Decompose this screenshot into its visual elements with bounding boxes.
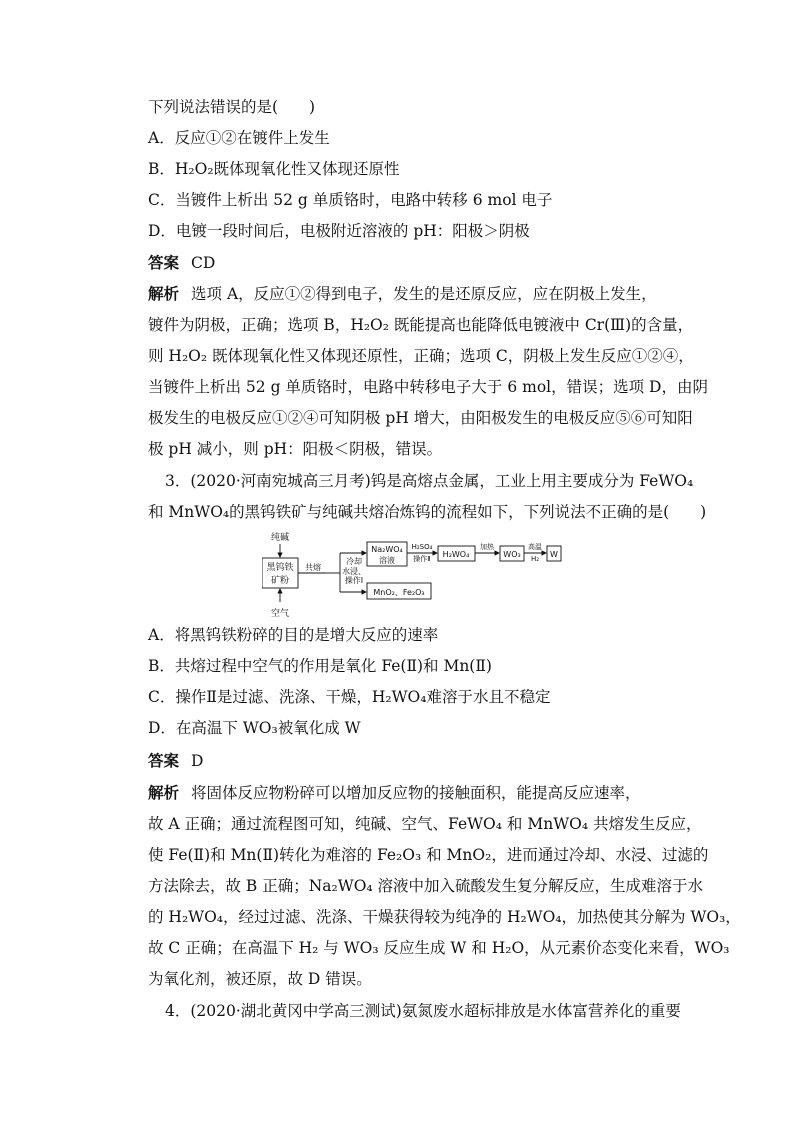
question-stem: 下列说法错误的是( ) <box>148 98 316 116</box>
flow-label-acid: H₂SO₄ <box>411 543 433 551</box>
analysis-text: 将固体反应物粉碎可以增加反应物的接触面积，能提高反应速率， <box>191 784 641 802</box>
answer-line <box>148 750 688 772</box>
flow-label-op1: 操作Ⅰ <box>344 576 364 585</box>
flow-label-op2: 操作Ⅱ <box>413 555 431 563</box>
analysis-label: 解析 <box>148 284 180 303</box>
option-a: A．将黑钨铁粉碎的目的是增大反应的速率 <box>148 626 439 644</box>
analysis-line: 方法除去，故 B 正确；Na₂WO₄ 溶液中加入硫酸发生复分解反应，生成难溶于水 <box>148 877 704 895</box>
flow-label-ore-1: 黑钨铁 <box>266 563 294 573</box>
answer-label: 答案 <box>148 751 180 770</box>
analysis-line: 极发生的电极反应①②④可知阴极 pH 增大，由阳极发生的电极反应⑤⑥可知阳 <box>148 409 693 427</box>
question-stem: 和 MnWO₄的黑钨铁矿与纯碱共熔冶炼钨的流程如下，下列说法不正确的是( ) <box>148 503 707 521</box>
flow-label-wo3: WO₃ <box>503 550 521 559</box>
question-stem: 3．(2020·河南宛城高三月考)钨是高熔点金属，工业上用主要成分为 FeWO₄ <box>165 472 694 490</box>
process-flowchart <box>262 530 572 620</box>
flow-label-soda: 纯碱 <box>270 533 290 543</box>
option-d: D．电镀一段时间后，电极附近溶液的 pH：阳极＞阴极 <box>148 222 530 240</box>
analysis-line: 使 Fe(Ⅱ)和 Mn(Ⅱ)转化为难溶的 Fe₂O₃ 和 MnO₂，进而通过冷却、水浸、过滤的 <box>148 846 709 864</box>
flow-label-air: 空气 <box>270 609 290 619</box>
flow-label-h2: H₂ <box>530 555 540 563</box>
answer-line <box>148 252 688 274</box>
option-b: B．H₂O₂既体现氧化性又体现还原性 <box>148 160 400 178</box>
answer-value: D <box>191 752 204 770</box>
flow-label-residue: MnO₂、Fe₂O₃ <box>373 588 425 597</box>
flow-label-h2wo4: H₂WO₄ <box>442 550 470 559</box>
flow-label-heat: 加热 <box>480 543 494 551</box>
analysis-line: 故 C 正确；在高温下 H₂ 与 WO₃ 反应生成 W 和 H₂O，从元素价态变化来看，WO₃ <box>148 939 730 957</box>
analysis-line: 为氧化剂，被还原，故 D 错误。 <box>148 970 372 988</box>
flow-label-ore-2: 矿粉 <box>270 576 290 586</box>
analysis-line <box>148 283 688 305</box>
option-d: D．在高温下 WO₃被氧化成 W <box>148 719 361 737</box>
analysis-label: 解析 <box>148 783 180 802</box>
analysis-line: 镀件为阴极，正确；选项 B，H₂O₂ 既能提高也能降低电镀液中 Cr(Ⅲ)的含量， <box>148 316 694 334</box>
flow-label-fuse: 共熔 <box>305 563 321 572</box>
answer-label: 答案 <box>148 253 180 272</box>
option-a: A．反应①②在镀件上发生 <box>148 129 330 147</box>
analysis-text: 选项 A，反应①②得到电子，发生的是还原反应，应在阴极上发生， <box>191 285 657 303</box>
answer-value: CD <box>191 254 216 272</box>
question-stem: 4．(2020·湖北黄冈中学高三测试)氨氮废水超标排放是水体富营养化的重要 <box>165 1002 681 1020</box>
flow-label-w: W <box>550 550 558 559</box>
analysis-line: 故 A 正确；通过流程图可知，纯碱、空气、FeWO₄ 和 MnWO₄ 共熔发生反应， <box>148 815 702 833</box>
flow-label-cool: 冷却 <box>346 557 362 566</box>
analysis-line: 的 H₂WO₄，经过过滤、洗涤、干燥获得较为纯净的 H₂WO₄，加热使其分解为 WO₃， <box>148 908 741 926</box>
flow-label-high-temp: 高温 <box>528 543 542 551</box>
option-c: C．当镀件上析出 52 g 单质铬时，电路中转移 6 mol 电子 <box>148 191 553 209</box>
flow-label-na2wo4: Na₂WO₄ <box>371 545 403 554</box>
analysis-line: 则 H₂O₂ 既体现氧化性又体现还原性，正确；选项 C，阴极上发生反应①②④， <box>148 347 694 365</box>
analysis-line: 当镀件上析出 52 g 单质铬时，电路中转移电子大于 6 mol，错误；选项 D，由阴 <box>148 378 708 396</box>
analysis-line <box>148 782 688 804</box>
flow-label-solution: 溶液 <box>379 556 395 565</box>
option-c: C．操作Ⅱ是过滤、洗涤、干燥，H₂WO₄难溶于水且不稳定 <box>148 688 551 706</box>
flow-label-leach: 水浸、 <box>342 567 366 576</box>
analysis-line: 极 pH 减小，则 pH：阳极＜阴极，错误。 <box>148 440 443 458</box>
option-b: B．共熔过程中空气的作用是氧化 Fe(Ⅱ)和 Mn(Ⅱ) <box>148 657 492 675</box>
